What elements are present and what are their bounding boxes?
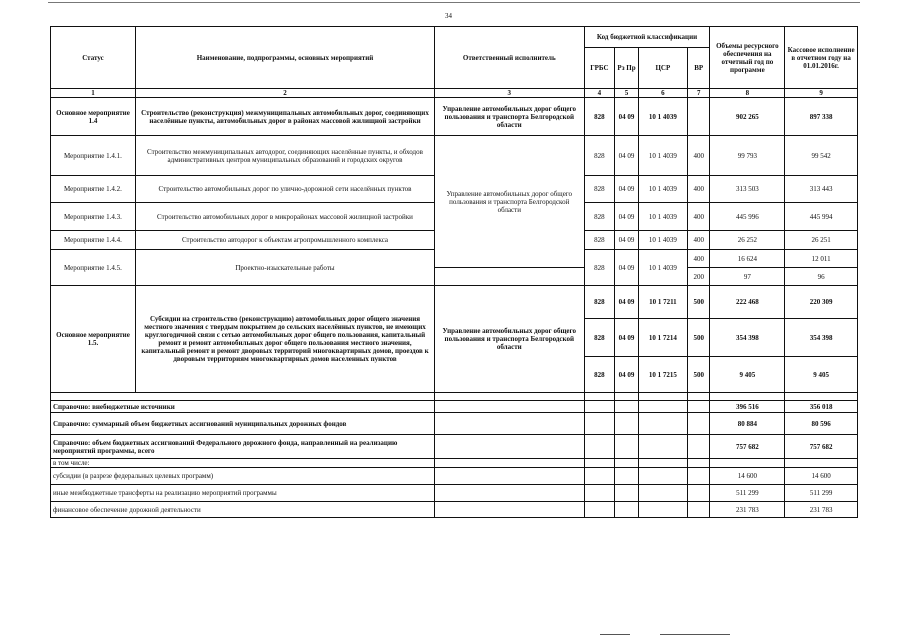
col-num-9: 9 (785, 89, 858, 98)
empty-cell (687, 485, 710, 502)
grbs-cell: 828 (584, 319, 615, 357)
empty-cell (687, 413, 710, 435)
table-row-sub3 (51, 502, 858, 518)
grbs-cell: 828 (584, 203, 615, 231)
cash-cell: 511 299 (785, 485, 858, 502)
empty-cell (435, 502, 585, 518)
empty-cell (638, 401, 687, 413)
bottom-rule (660, 634, 730, 635)
empty-cell (584, 502, 615, 518)
table-row-ref3 (51, 435, 858, 459)
volume-cell: 26 252 (710, 231, 785, 250)
vr-cell: 200 (687, 268, 710, 286)
sub-label: субсидии (в разрезе федеральных целевых программ) (51, 468, 435, 485)
grbs-cell: 828 (584, 98, 615, 136)
rzpr-cell: 04 09 (615, 176, 639, 203)
top-rule (48, 2, 860, 3)
name-cell: Строительство автодорог к объектам агропромышленного комплекса (135, 231, 434, 250)
empty-cell (435, 485, 585, 502)
table-row-sub1 (51, 468, 858, 485)
vr-cell: 400 (687, 203, 710, 231)
cash-cell: 220 309 (785, 286, 858, 319)
col-num-7: 7 (687, 89, 710, 98)
including-label: в том числе: (51, 459, 435, 468)
spacer-cell (785, 393, 858, 401)
rzpr-cell: 04 09 (615, 250, 639, 286)
cash-cell: 445 994 (785, 203, 858, 231)
grbs-cell: 828 (584, 357, 615, 393)
cash-cell: 14 600 (785, 468, 858, 485)
empty-cell (638, 502, 687, 518)
header-vr: ВР (687, 48, 710, 89)
volume-cell: 9 405 (710, 357, 785, 393)
header-executor: Ответственный исполнитель (435, 27, 585, 89)
empty-cell (687, 401, 710, 413)
name-cell: Строительство автомобильных дорог в микрорайонах массовой жилищной застройки (135, 203, 434, 231)
name-cell: Субсидии на строительство (реконструкцию) автомобильных дорог общего значения местного значения с твердым покрытием до сельских населённых пунктов, не имеющих круглогодичной связи с сетью автомобильных дорог общего пользования, капитальный ремонт и ремонт автомобильных дорог общего пользования местного значения, капитальный ремонт и ремонт дворовых территорий многоквартирных домов, проездов к дворовым территориям многоквартирных домов населенных пунктов (135, 286, 434, 393)
budget-table (50, 26, 858, 518)
empty-cell (435, 468, 585, 485)
empty-cell (435, 435, 585, 459)
empty-cell (638, 435, 687, 459)
status-cell: Основное мероприятие 1.5. (51, 286, 136, 393)
csr-cell: 10 1 4039 (638, 176, 687, 203)
empty-cell (584, 485, 615, 502)
status-cell: Мероприятие 1.4.2. (51, 176, 136, 203)
bottom-rule (600, 634, 630, 635)
empty-cell (615, 413, 639, 435)
rzpr-cell: 04 09 (615, 319, 639, 357)
header-budget-code: Код бюджетной классификации (584, 27, 710, 48)
cash-cell: 231 783 (785, 502, 858, 518)
rzpr-cell: 04 09 (615, 357, 639, 393)
name-cell: Строительство (реконструкция) межмуниципальных автомобильных дорог, соединяющих населённые пункты, автомобильных дорог в районах массовой жилищной застройки (135, 98, 434, 136)
name-cell: Строительство межмуниципальных автодорог, соединяющих населённые пункты, и обходов административных центров муниципальных образований и городских округов (135, 136, 434, 176)
name-cell: Строительство автомобильных дорог по улично-дорожной сети населённых пунктов (135, 176, 434, 203)
empty-cell (584, 435, 615, 459)
empty-cell (687, 459, 710, 468)
cash-cell: 757 682 (785, 435, 858, 459)
spacer-cell (435, 393, 585, 401)
empty-cell (710, 459, 785, 468)
vr-cell: 400 (687, 231, 710, 250)
volume-cell: 757 682 (710, 435, 785, 459)
executor-cell: Управление автомобильных дорог общего пользования и транспорта Белгородской области (435, 98, 585, 136)
rzpr-cell: 04 09 (615, 231, 639, 250)
cash-cell: 9 405 (785, 357, 858, 393)
grbs-cell: 828 (584, 250, 615, 286)
volume-cell: 99 793 (710, 136, 785, 176)
vr-cell: 400 (687, 136, 710, 176)
header-rzpr: Рз Пр (615, 48, 639, 89)
header-volume: Объемы ресурсного обеспечения на отчетный год по программе (710, 27, 785, 89)
executor-cell: Управление автомобильных дорог общего пользования и транспорта Белгородской области (435, 286, 585, 393)
empty-cell (638, 413, 687, 435)
empty-cell (584, 401, 615, 413)
csr-cell: 10 1 4039 (638, 250, 687, 286)
empty-cell (615, 485, 639, 502)
grbs-cell: 828 (584, 231, 615, 250)
col-num-3: 3 (435, 89, 585, 98)
executor-empty-cell (435, 268, 585, 286)
volume-cell: 902 265 (710, 98, 785, 136)
cash-cell: 354 398 (785, 319, 858, 357)
cash-cell: 96 (785, 268, 858, 286)
rzpr-cell: 04 09 (615, 203, 639, 231)
empty-cell (584, 468, 615, 485)
cash-cell: 99 542 (785, 136, 858, 176)
header-name: Наименование, подпрограммы, основных мероприятий (135, 27, 434, 89)
col-num-1: 1 (51, 89, 136, 98)
volume-cell: 16 624 (710, 250, 785, 268)
status-cell: Мероприятие 1.4.4. (51, 231, 136, 250)
volume-cell: 231 783 (710, 502, 785, 518)
vr-cell: 500 (687, 286, 710, 319)
volume-cell: 511 299 (710, 485, 785, 502)
cash-cell: 356 018 (785, 401, 858, 413)
csr-cell: 10 1 4039 (638, 136, 687, 176)
table-row-including (51, 459, 858, 468)
col-num-8: 8 (710, 89, 785, 98)
csr-cell: 10 1 7211 (638, 286, 687, 319)
col-num-6: 6 (638, 89, 687, 98)
csr-cell: 10 1 4039 (638, 231, 687, 250)
volume-cell: 445 996 (710, 203, 785, 231)
spacer-row (51, 393, 858, 401)
sub-label: финансовое обеспечение дорожной деятельности (51, 502, 435, 518)
executor-cell-merged: Управление автомобильных дорог общего пользования и транспорта Белгородской области (435, 136, 585, 268)
ref-label: Справочно: внебюджетные источники (51, 401, 435, 413)
grbs-cell: 828 (584, 136, 615, 176)
rzpr-cell: 04 09 (615, 98, 639, 136)
header-csr: ЦСР (638, 48, 687, 89)
volume-cell: 97 (710, 268, 785, 286)
table-row-m14 (51, 98, 858, 136)
empty-cell (615, 468, 639, 485)
col-num-5: 5 (615, 89, 639, 98)
vr-cell: 500 (687, 319, 710, 357)
empty-cell (435, 401, 585, 413)
table-row-sub2 (51, 485, 858, 502)
volume-cell: 313 503 (710, 176, 785, 203)
table-row-m15-a (51, 286, 858, 319)
status-cell: Мероприятие 1.4.3. (51, 203, 136, 231)
grbs-cell: 828 (584, 176, 615, 203)
volume-cell: 14 600 (710, 468, 785, 485)
empty-cell (638, 485, 687, 502)
spacer-cell (710, 393, 785, 401)
vr-cell: 400 (687, 176, 710, 203)
cash-cell: 12 011 (785, 250, 858, 268)
col-num-2: 2 (135, 89, 434, 98)
header-cash: Кассовое исполнение в отчетном году на 01.01.2016г. (785, 27, 858, 89)
empty-cell (687, 468, 710, 485)
csr-cell: 10 1 4039 (638, 98, 687, 136)
csr-cell: 10 1 7214 (638, 319, 687, 357)
empty-cell (687, 435, 710, 459)
empty-cell (687, 502, 710, 518)
cash-cell: 26 251 (785, 231, 858, 250)
spacer-cell (615, 393, 639, 401)
empty-cell (638, 468, 687, 485)
spacer-cell (584, 393, 615, 401)
status-cell: Мероприятие 1.4.5. (51, 250, 136, 286)
empty-cell (615, 502, 639, 518)
empty-cell (615, 459, 639, 468)
column-numbers-row (51, 89, 858, 98)
empty-cell (615, 435, 639, 459)
ref-label: Справочно: объем бюджетных ассигнований Федерального дорожного фонда, направленный на реализацию мероприятий программы, всего (51, 435, 435, 459)
empty-cell (435, 459, 585, 468)
header-row-1 (51, 27, 858, 48)
vr-cell: 400 (687, 250, 710, 268)
table-row-ref2 (51, 413, 858, 435)
rzpr-cell: 04 09 (615, 286, 639, 319)
cash-cell: 313 443 (785, 176, 858, 203)
status-cell: Основное мероприятие 1.4 (51, 98, 136, 136)
empty-cell (584, 413, 615, 435)
col-num-4: 4 (584, 89, 615, 98)
spacer-cell (638, 393, 687, 401)
table-row-m141 (51, 136, 858, 176)
header-grbs: ГРБС (584, 48, 615, 89)
empty-cell (785, 459, 858, 468)
table-row-ref1 (51, 401, 858, 413)
csr-cell: 10 1 4039 (638, 203, 687, 231)
rzpr-cell: 04 09 (615, 136, 639, 176)
grbs-cell: 828 (584, 286, 615, 319)
empty-cell (435, 413, 585, 435)
empty-cell (638, 459, 687, 468)
cash-cell: 80 596 (785, 413, 858, 435)
page-number: 34 (445, 12, 452, 20)
ref-label: Справочно: суммарный объем бюджетных ассигнований муниципальных дорожных фондов (51, 413, 435, 435)
csr-cell: 10 1 7215 (638, 357, 687, 393)
empty-cell (584, 459, 615, 468)
empty-cell (615, 401, 639, 413)
status-cell: Мероприятие 1.4.1. (51, 136, 136, 176)
name-cell: Проектно-изыскательные работы (135, 250, 434, 286)
volume-cell: 222 468 (710, 286, 785, 319)
volume-cell: 396 516 (710, 401, 785, 413)
header-status: Статус (51, 27, 136, 89)
vr-cell (687, 98, 710, 136)
spacer-cell (687, 393, 710, 401)
volume-cell: 354 398 (710, 319, 785, 357)
volume-cell: 80 884 (710, 413, 785, 435)
spacer-cell (51, 393, 435, 401)
sub-label: иные межбюджетные трансферты на реализацию мероприятий программы (51, 485, 435, 502)
vr-cell: 500 (687, 357, 710, 393)
cash-cell: 897 338 (785, 98, 858, 136)
